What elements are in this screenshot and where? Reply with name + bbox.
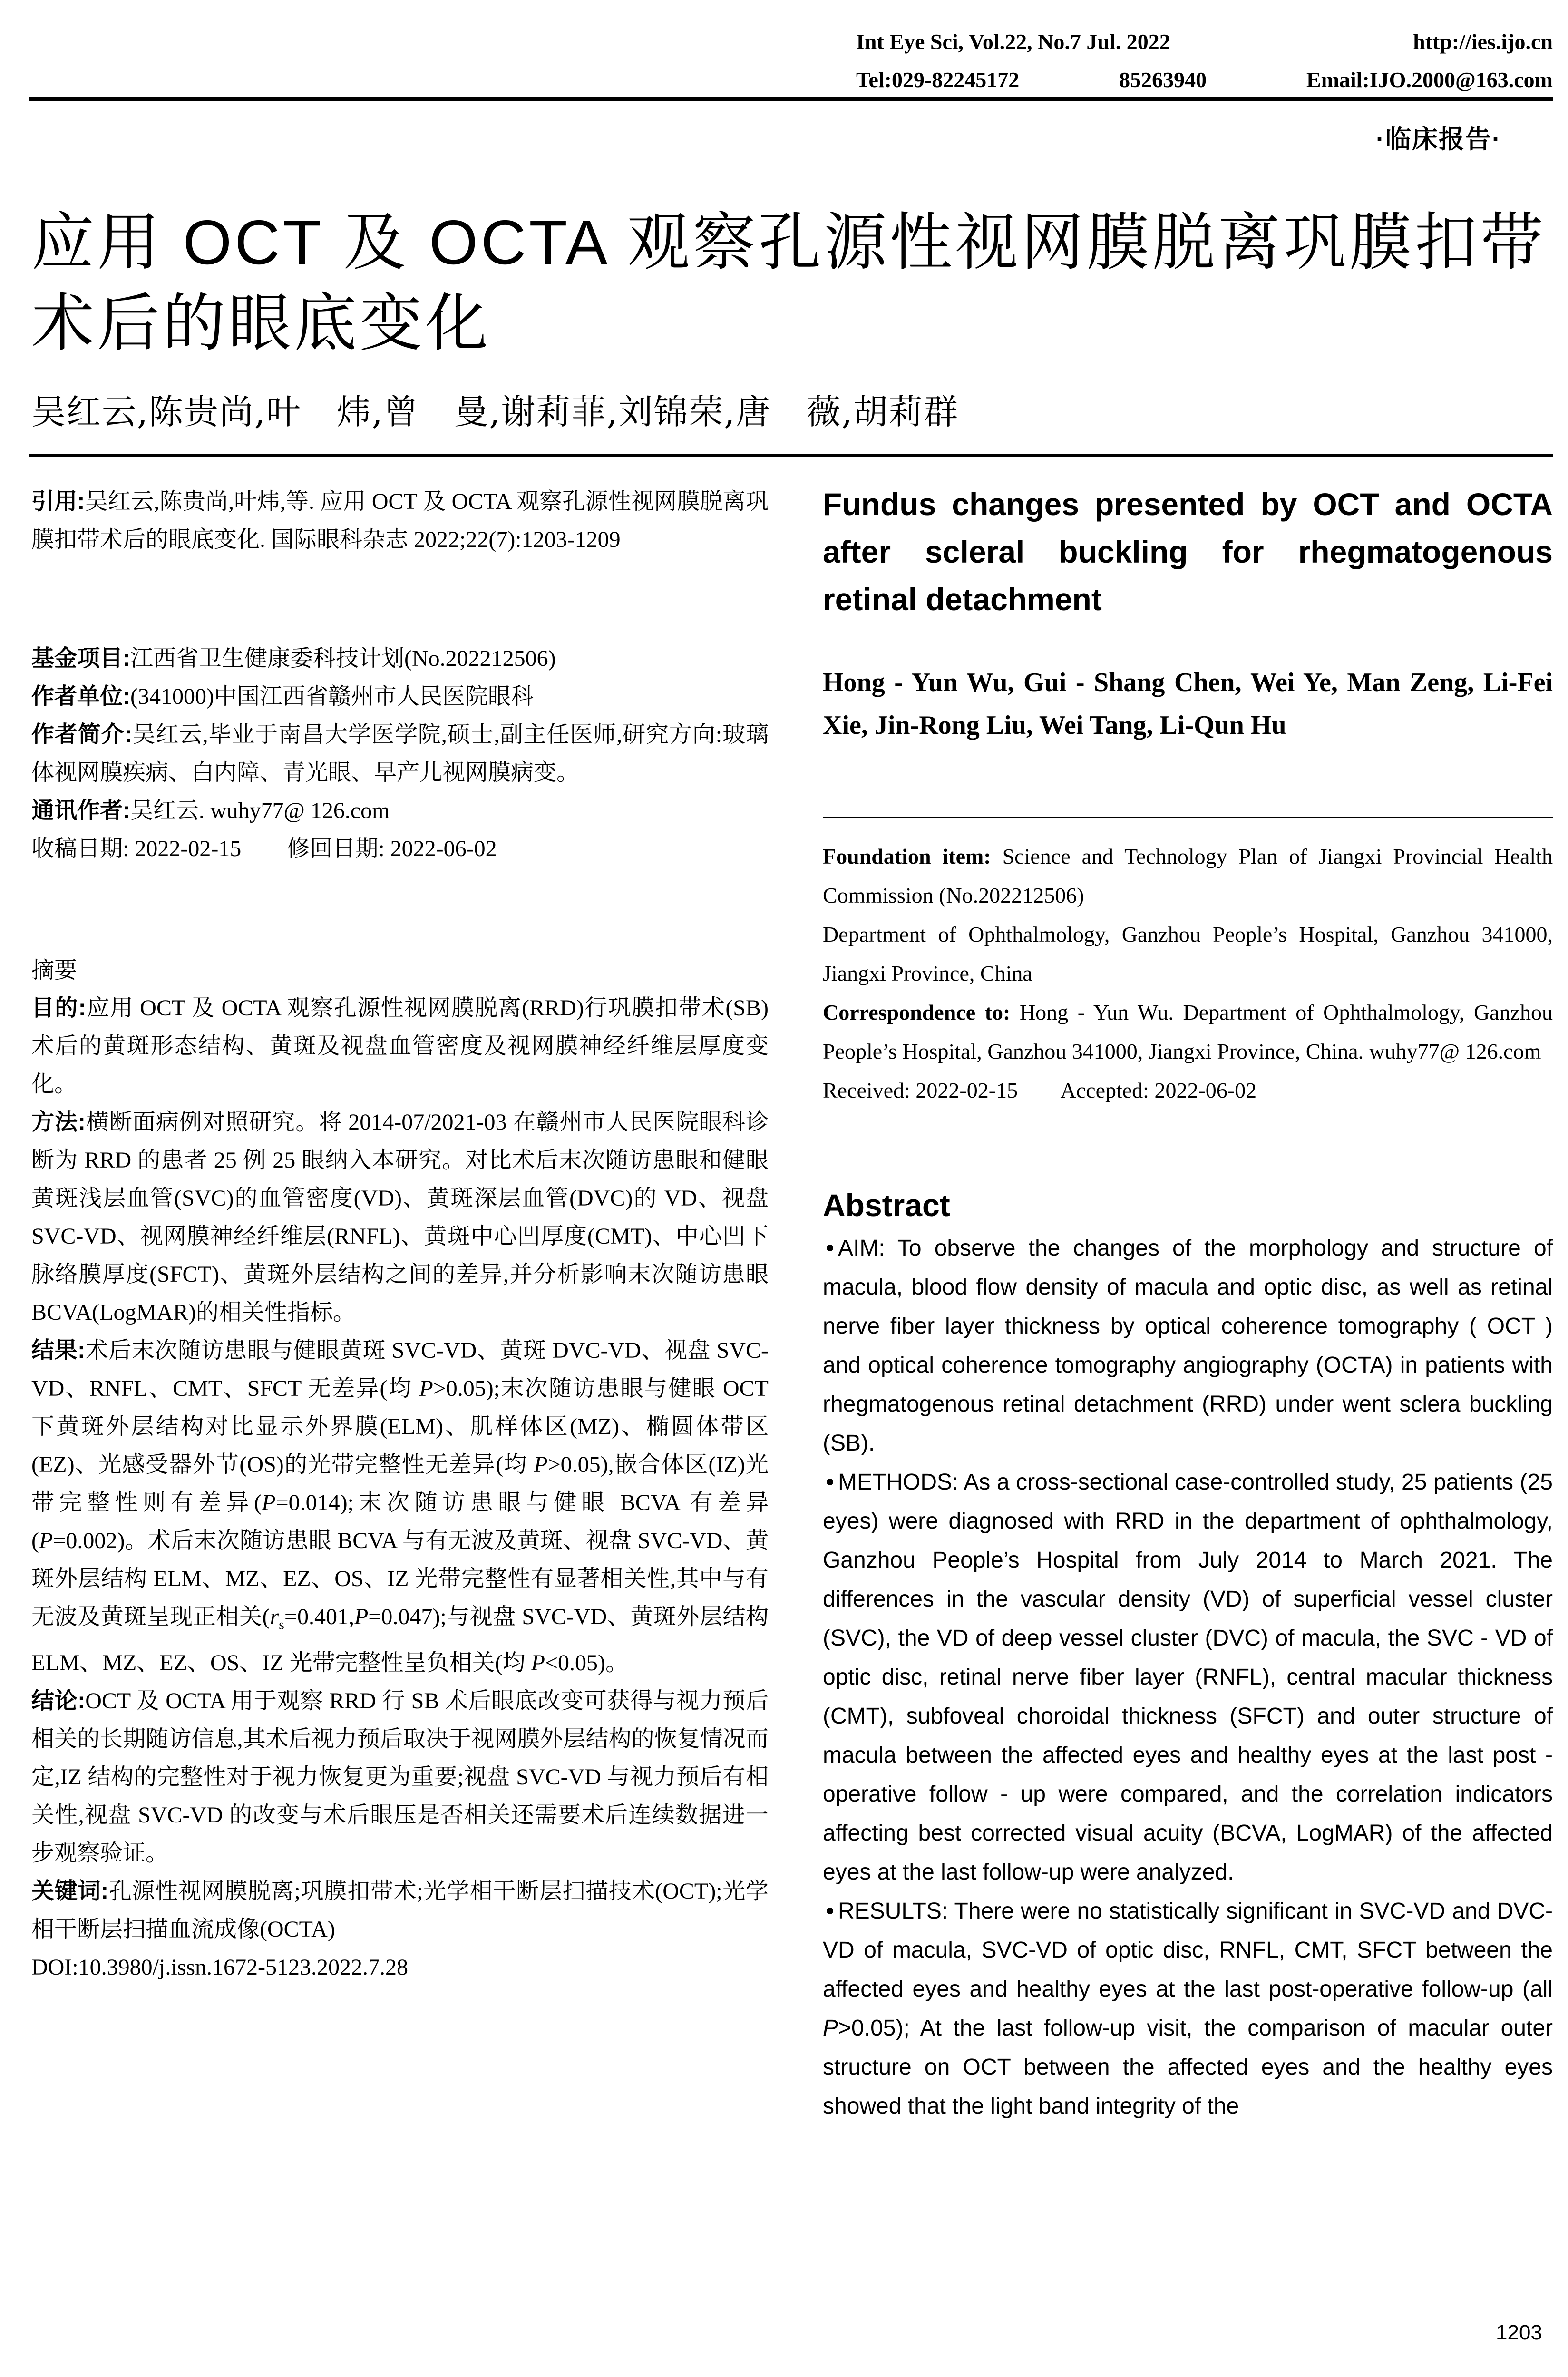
corr-label: 通讯作者: bbox=[31, 798, 130, 823]
results-text-en: There were no statistically significant in SVC-VD and DVC-VD of macula, SVC-VD of optic disc, RNFL, CMT, SFCT between the affected eyes and healthy eyes at the last post-operative follow-up (all bbox=[823, 1899, 1553, 2002]
department-text: Department of Ophthalmology, Ganzhou People’s Hospital, Ganzhou 341000, Jiangxi Province, China bbox=[823, 922, 1553, 985]
title-chinese: 应用 OCT 及 OCTA 观察孔源性视网膜脱离巩膜扣带术后的眼底变化 bbox=[31, 207, 1546, 358]
journal-tel: Tel:029-82245172 bbox=[856, 68, 1020, 92]
unit-text: (341000)中国江西省赣州市人民医院眼科 bbox=[130, 684, 534, 709]
page-number: 1203 bbox=[1496, 2321, 1542, 2344]
english-authors-rule bbox=[823, 817, 1553, 818]
journal-email[interactable]: Email:IJO.2000@163.com bbox=[1306, 68, 1553, 92]
p-symbol: P bbox=[531, 1650, 545, 1676]
results-text: >0.05);末次随访患眼与健眼 OCT 下黄斑外层结构对比显示外界膜(ELM)、肌样体区(MZ)、椭圆体带区(EZ)、光感受器外节(OS)的光带完整性无差异(均 bbox=[31, 1376, 769, 1477]
abstract-title: Abstract bbox=[823, 1188, 950, 1223]
title-english: Fundus changes presented by OCT and OCTA after scleral buckling for rhegmatogenous retinal detachment bbox=[823, 487, 1553, 617]
authors-chinese: 吴红云,陈贵尚,叶 炜,曾 曼,谢莉菲,刘锦荣,唐 薇,胡莉群 bbox=[31, 392, 959, 432]
journal-tel2: 85263940 bbox=[1119, 68, 1207, 92]
p-symbol: P bbox=[354, 1604, 369, 1629]
conclusion-label: 结论: bbox=[31, 1688, 86, 1714]
bio-label: 作者简介: bbox=[31, 722, 132, 747]
bullet-icon bbox=[827, 1908, 833, 1914]
revised-date: 修回日期: 2022-06-02 bbox=[287, 836, 497, 861]
article-info-english bbox=[823, 837, 1553, 1110]
p-symbol: P bbox=[262, 1490, 276, 1515]
authors-rule bbox=[29, 454, 1553, 457]
citation-label: 引用: bbox=[31, 489, 85, 514]
p-symbol: P bbox=[419, 1376, 433, 1401]
p-symbol: P bbox=[39, 1528, 53, 1553]
authors-english: Hong - Yun Wu, Gui - Shang Chen, Wei Ye, Man Zeng, Li-Fei Xie, Jin-Rong Liu, Wei Tang, Li-Qun Hu bbox=[823, 668, 1553, 740]
methods-label-en: METHODS: bbox=[838, 1470, 959, 1495]
results-text: =0.401, bbox=[284, 1604, 354, 1629]
results-label-en: RESULTS: bbox=[838, 1899, 948, 1924]
fund-text: 江西省卫生健康委科技计划(No.202212506) bbox=[130, 646, 556, 671]
foundation-text: Science and Technology Plan of Jiangxi Provincial Health Commission (No.202212506) bbox=[823, 844, 1553, 907]
journal-url[interactable]: http://ies.ijo.cn bbox=[1413, 29, 1553, 54]
results-text-en: >0.05); At the last follow-up visit, the comparison of macular outer structure on OCT between the affected eyes and the healthy eyes showed that the light band integrity of the bbox=[823, 2016, 1553, 2119]
results-text: 术后末次随访患眼与健眼黄斑 SVC-VD、黄斑 DVC-VD、视盘 SVC-VD、RNFL、CMT、SFCT 无差异(均 bbox=[31, 1338, 769, 1401]
aim-label-en: AIM: bbox=[838, 1236, 885, 1261]
abstract-english bbox=[823, 1184, 1553, 2126]
doi[interactable]: DOI:10.3980/j.issn.1672-5123.2022.7.28 bbox=[31, 1954, 408, 1980]
correspondence-text: Hong - Yun Wu. Department of Ophthalmology, Ganzhou People’s Hospital, Ganzhou 341000, Jiangxi Province, China. wuhy77@ 126.com bbox=[823, 1000, 1553, 1063]
corr-text: 吴红云. wuhy77@ 126.com bbox=[130, 798, 390, 823]
aim-label: 目的: bbox=[31, 995, 86, 1021]
bullet-icon bbox=[827, 1245, 833, 1251]
received-en: Received: 2022-02-15 bbox=[823, 1078, 1018, 1102]
results-text: =0.002)。术后末次随访患眼 BCVA 与有无波及黄斑、视盘 SVC-VD、黄斑外层结构 ELM、MZ、EZ、OS、IZ 光带完整性有显著相关性,其中与有无波及黄斑呈现正相关( bbox=[31, 1528, 769, 1629]
results-label: 结果: bbox=[31, 1338, 86, 1363]
accepted-en: Accepted: 2022-06-02 bbox=[1060, 1078, 1257, 1102]
aim-text-en: To observe the changes of the morphology and structure of macula, blood flow density of macula and optic disc, as well as retinal nerve fiber layer thickness by optical coherence tomography ( OCT ) and optical coherence tomography angiography (OCTA) in patients with rhegmatogenous retinal detachment (RRD) under went sclera buckling (SB). bbox=[823, 1236, 1553, 1456]
journal-issue: Int Eye Sci, Vol.22, No.7 Jul. 2022 bbox=[856, 29, 1170, 54]
bio-text: 吴红云,毕业于南昌大学医学院,硕士,副主任医师,研究方向:玻璃体视网膜疾病、白内障、青光眼、早产儿视网膜病变。 bbox=[31, 722, 769, 785]
r-subscript: s bbox=[279, 1617, 284, 1633]
p-symbol: P bbox=[534, 1452, 548, 1477]
running-header bbox=[856, 23, 1553, 99]
foundation-label: Foundation item: bbox=[823, 844, 991, 868]
header-rule bbox=[29, 97, 1553, 101]
abstract-cn bbox=[31, 951, 769, 1987]
section-tag: ·临床报告· bbox=[1376, 125, 1501, 154]
methods-text: 横断面病例对照研究。将 2014-07/2021-03 在赣州市人民医院眼科诊断为 RRD 的患者 25 例 25 眼纳入本研究。对比术后末次随访患眼和健眼黄斑浅层血管(SVC)的血管密度(VD)、黄斑深层血管(DVC)的 VD、视盘 SVC-VD、视网膜神经纤维层(RNFL)、黄斑中心凹厚度(CMT)、中心凹下脉络膜厚度(SFCT)、黄斑外层结构之间的差异,并分析影响末次随访患眼 BCVA(LogMAR)的相关性指标。 bbox=[31, 1110, 769, 1325]
results-text: =0.014);末次随访患眼与健眼 BCVA 有差异( bbox=[31, 1490, 769, 1553]
aim-text: 应用 OCT 及 OCTA 观察孔源性视网膜脱离(RRD)行巩膜扣带术(SB)术后的黄斑形态结构、黄斑及视盘血管密度及视网膜神经纤维层厚度变化。 bbox=[31, 995, 769, 1097]
fund-label: 基金项目: bbox=[31, 646, 130, 671]
keywords-label: 关键词: bbox=[31, 1878, 109, 1904]
results-text: <0.05)。 bbox=[545, 1650, 629, 1676]
correspondence-label: Correspondence to: bbox=[823, 1000, 1011, 1024]
keywords-text: 孔源性视网膜脱离;巩膜扣带术;光学相干断层扫描技术(OCT);光学相干断层扫描血流成像(OCTA) bbox=[31, 1878, 769, 1942]
methods-text-en: As a cross-sectional case-controlled study, 25 patients (25 eyes) were diagnosed with RRD in the department of ophthalmology, Ganzhou People’s Hospital from July 2014 to March 2021. The differences in the vascular density (VD) of superficial vessel cluster (SVC), the VD of deep vessel cluster (DVC) of macula, the SVC - VD of optic disc, retinal nerve fiber layer (RNFL), central macular thickness (CMT), subfoveal choroidal thickness (SFCT) and outer structure of macula between the affected eyes and healthy eyes at the last post - operative follow - up were compared, and the correlation indicators affecting best corrected visual acuity (BCVA, LogMAR) of the affected eyes at the last follow-up were analyzed. bbox=[823, 1470, 1553, 1885]
results-text: >0.05),嵌合体区(IZ)光带完整性则有差异( bbox=[31, 1452, 769, 1515]
r-symbol: r bbox=[270, 1604, 279, 1629]
methods-label: 方法: bbox=[31, 1110, 86, 1135]
results-text: =0.047);与视盘 SVC-VD、黄斑外层结构 ELM、MZ、EZ、OS、IZ 光带完整性呈负相关(均 bbox=[31, 1604, 769, 1676]
p-symbol: P bbox=[823, 2016, 838, 2041]
citation-text: 吴红云,陈贵尚,叶炜,等. 应用 OCT 及 OCTA 观察孔源性视网膜脱离巩膜扣带术后的眼底变化. 国际眼科杂志 2022;22(7):1203-1209 bbox=[31, 489, 769, 552]
abstract-cn-title: 摘要 bbox=[31, 957, 78, 984]
unit-label: 作者单位: bbox=[31, 684, 130, 709]
bullet-icon bbox=[827, 1479, 833, 1485]
received-date: 收稿日期: 2022-02-15 bbox=[31, 836, 242, 861]
article-info-block bbox=[31, 640, 769, 868]
citation-block bbox=[31, 483, 769, 559]
conclusion-text: OCT 及 OCTA 用于观察 RRD 行 SB 术后眼底改变可获得与视力预后相关的长期随访信息,其术后视力预后取决于视网膜外层结构的恢复情况而定,IZ 结构的完整性对于视力恢复更为重要;视盘 SVC-VD 与视力预后有相关性,视盘 SVC-VD 的改变与术后眼压是否相关还需要术后连续数据进一步观察验证。 bbox=[31, 1688, 769, 1866]
